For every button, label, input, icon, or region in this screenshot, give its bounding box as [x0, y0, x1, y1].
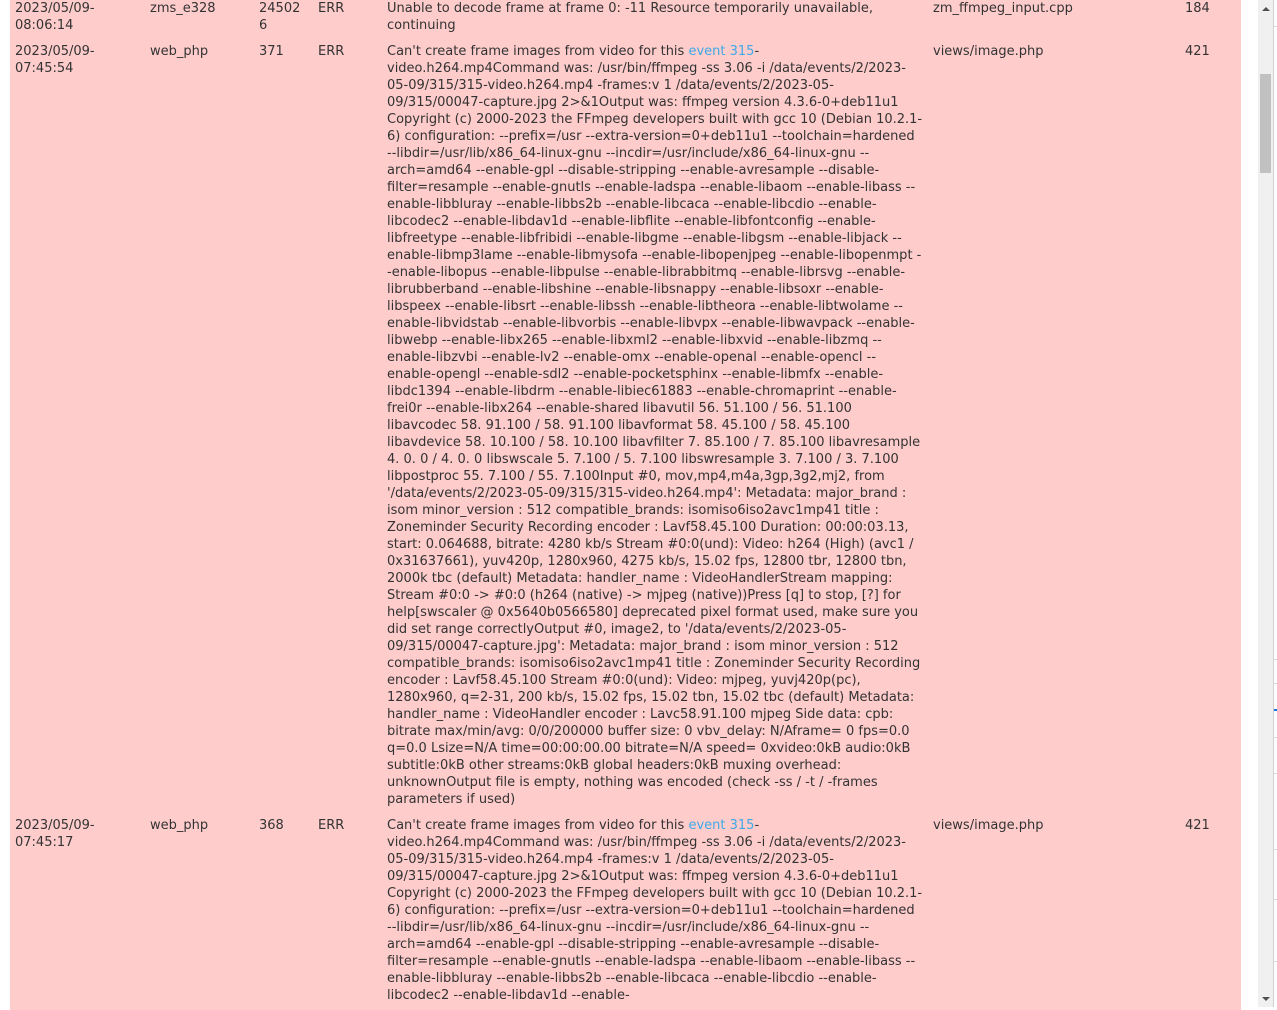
log-component: web_php	[150, 44, 209, 59]
triangle-up-icon	[1262, 7, 1270, 11]
vertical-scrollbar[interactable]	[1258, 0, 1273, 1007]
log-file: views/image.php	[933, 44, 1044, 59]
side-panel-edge	[1273, 0, 1277, 1007]
log-line: 421	[1185, 44, 1210, 59]
log-pid: 368	[259, 818, 284, 833]
log-datetime: 2023/05/09-07:45:17	[15, 818, 95, 850]
log-pid: 371	[259, 44, 284, 59]
log-component: zms_e328	[150, 1, 216, 16]
log-pid: 245026	[259, 1, 301, 33]
log-message	[382, 814, 928, 1010]
log-row[interactable]	[10, 814, 1241, 1010]
log-datetime: 2023/05/09-08:06:14	[15, 1, 95, 33]
triangle-down-icon	[1262, 997, 1270, 1001]
log-datetime: 2023/05/09-07:45:54	[15, 44, 95, 76]
log-row[interactable]	[10, 40, 1241, 814]
log-row[interactable]	[10, 0, 1241, 40]
event-link[interactable]: event 315	[688, 44, 755, 59]
log-level: ERR	[318, 44, 345, 59]
log-table	[10, 0, 1241, 1010]
log-message-text: Can't create frame images from video for this	[387, 44, 689, 59]
log-message	[382, 40, 928, 814]
event-link[interactable]: event 315	[688, 818, 755, 833]
scroll-down-button[interactable]	[1258, 990, 1273, 1007]
log-line: 184	[1185, 1, 1210, 16]
log-component: web_php	[150, 818, 209, 833]
log-file: views/image.php	[933, 818, 1044, 833]
log-message	[382, 0, 928, 40]
scroll-up-button[interactable]	[1258, 0, 1273, 17]
scrollbar-thumb[interactable]	[1260, 74, 1271, 173]
log-level: ERR	[318, 1, 345, 16]
log-message-text: -video.h264.mp4Command was: /usr/bin/ffmpeg -ss 3.06 -i /data/events/2/2023-05-09/315/315-video.h264.mp4 -frames:v 1 /data/events/2/2023-05-09/315/00047-capture.jpg 2>&1Output was: ffmpeg version 4.3.6-0+deb11u1 Copyright (c) 2000-2023 the FFmpeg developers built with gcc 10 (Debian 10.2.1-6) configuration: --prefix=/usr --extra-version=0+deb11u1 --toolchain=hardened --libdir=/usr/lib/x86_64-linux-gnu --incdir=/usr/include/x86_64-linux-gnu --arch=amd64 --enable-gpl --disable-stripping --enable-avresample --disable-filter=resample --enable-gnutls --enable-ladspa --enable-libaom --enable-libass --enable-libbluray --enable-libbs2b --enable-libcaca --enable-libcdio --enable-libcodec2 --enable-libdav1d --enable-	[387, 818, 923, 1003]
log-message-text: Unable to decode frame at frame 0: -11 Resource temporarily unavailable, continuing	[387, 1, 874, 33]
log-message-text: -video.h264.mp4Command was: /usr/bin/ffmpeg -ss 3.06 -i /data/events/2/2023-05-09/315/315-video.h264.mp4 -frames:v 1 /data/events/2/2023-05-09/315/00047-capture.jpg 2>&1Output was: ffmpeg version 4.3.6-0+deb11u1 Copyright (c) 2000-2023 the FFmpeg developers built with gcc 10 (Debian 10.2.1-6) configuration: --prefix=/usr --extra-version=0+deb11u1 --toolchain=hardened --libdir=/usr/lib/x86_64-linux-gnu --incdir=/usr/include/x86_64-linux-gnu --arch=amd64 --enable-gpl --disable-stripping --enable-avresample --disable-filter=resample --enable-gnutls --enable-ladspa --enable-libaom --enable-libass --enable-libbluray --enable-libbs2b --enable-libcaca --enable-libcdio --enable-libcodec2 --enable-libdav1d --enable-libflite --enable-libfontconfig --enable-libfreetype --enable-libfribidi --enable-libgme --enable-libgsm --enable-libjack --enable-libmp3lame --enable-libmysofa --enable-libopenjpeg --enable-libopenmpt --enable-libopus --enable-libpulse --enable-librabbitmq --enable-librsvg --enable-librubberband --enable-libshine --enable-libsnappy --enable-libsoxr --enable-libspeex --enable-libsrt --enable-libssh --enable-libtheora --enable-libtwolame --enable-libvidstab --enable-libvorbis --enable-libvpx --enable-libwavpack --enable-libwebp --enable-libx265 --enable-libxml2 --enable-libxvid --enable-libzmq --enable-libzvbi --enable-lv2 --enable-omx --enable-openal --enable-opencl --enable-opengl --enable-sdl2 --enable-pocketsphinx --enable-libmfx --enable-libdc1394 --enable-libdrm --enable-libiec61883 --enable-chromaprint --enable-frei0r --enable-libx264 --enable-shared libavutil 56. 51.100 / 56. 51.100 libavcodec 58. 91.100 / 58. 91.100 libavformat 58. 45.100 / 58. 45.100 libavdevice 58. 10.100 / 58. 10.100 libavfilter 7. 85.100 / 7. 85.100 libavresample 4. 0. 0 / 4. 0. 0 libswscale 5. 7.100 / 5. 7.100 libswresample 3. 7.100 / 3. 7.100 libpostproc 55. 7.100 / 55. 7.100Input #0, mov,mp4,m4a,3gp,3g2,mj2, from '/data/events/2/2023-05-09/315/315-video.h264.mp4': Metadata: major_brand : isom minor_version : 512 compatible_brands: isomiso6iso2avc1mp41 title : Zoneminder Security Recording encoder : Lavf58.45.100 Duration: 00:00:03.13, start: 0.064688, bitrate: 4280 kb/s Stream #0:0(und): Video: h264 (High) (avc1 / 0x31637661), yuv420p, 1280x960, 4275 kb/s, 15.02 fps, 12800 tbr, 12800 tbn, 2000k tbc (default) Metadata: handler_name : VideoHandlerStream mapping: Stream #0:0 -> #0:0 (h264 (native) -> mjpeg (native))Press [q] to stop, [?] for help[swscaler @ 0x5640b0566580] deprecated pixel format used, make sure you did set range correctlyOutput #0, image2, to '/data/events/2/2023-05-09/315/00047-capture.jpg': Metadata: major_brand : isom minor_version : 512 compatible_brands: isomiso6iso2avc1mp41 title : Zoneminder Security Recording encoder : Lavf58.45.100 Stream #0:0(und): Video: mjpeg, yuvj420p(pc), 1280x960, q=2-31, 200 kb/s, 15.02 fps, 15.02 tbn, 15.02 tbc (default) Metadata: handler_name : VideoHandler encoder : Lavc58.91.100 mjpeg Side data: cpb: bitrate max/min/avg: 0/0/200000 buffer size: 0 vbv_delay: N/Aframe= 0 fps=0.0 q=0.0 Lsize=N/A time=00:00:00.00 bitrate=N/A speed= 0xvideo:0kB audio:0kB subtitle:0kB other streams:0kB global headers:0kB muxing overhead: unknownOutput file is empty, nothing was encoded (check -ss / -t / -frames parameters if used)	[387, 44, 923, 807]
log-level: ERR	[318, 818, 345, 833]
log-line: 421	[1185, 818, 1210, 833]
log-file: zm_ffmpeg_input.cpp	[933, 1, 1073, 16]
log-message-text: Can't create frame images from video for this	[387, 818, 689, 833]
